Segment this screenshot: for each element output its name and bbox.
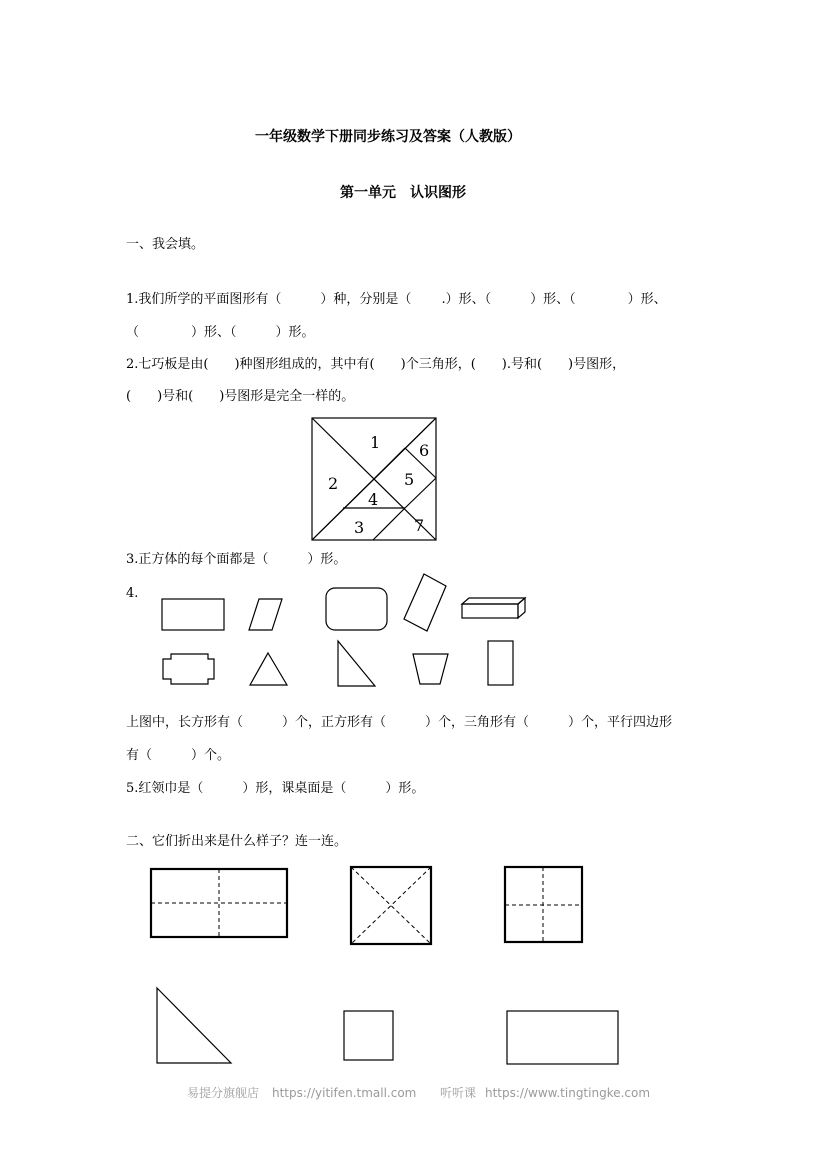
section1-heading: 一、我会填。 xyxy=(126,237,205,252)
footer-shop1: 易提分旗舰店 xyxy=(187,1086,260,1100)
question3: 3.正方体的每个面都是（ ）形。 xyxy=(126,552,347,567)
result-rectangle xyxy=(507,1011,618,1064)
tangram-label-4: 4 xyxy=(368,490,379,509)
result-triangle xyxy=(157,988,231,1063)
tangram-label-1: 1 xyxy=(370,433,381,452)
footer-link2[interactable]: https://www.tingtingke.com xyxy=(485,1086,651,1100)
question4-line1: 上图中，长方形有（ ）个，正方形有（ ）个，三角形有（ ）个，平行四边形 xyxy=(126,715,673,730)
question2-line2: ( )号和( )号图形是完全一样的。 xyxy=(126,389,355,404)
tangram-label-6: 6 xyxy=(419,441,430,460)
unit-title: 第一单元 认识图形 xyxy=(340,185,466,201)
footer-shop2: 听听课 xyxy=(440,1086,477,1100)
result-small-square xyxy=(344,1011,393,1060)
tangram-label-2: 2 xyxy=(328,474,339,493)
question4-line2: 有（ ）个。 xyxy=(126,748,231,763)
tangram-label-7: 7 xyxy=(414,516,425,535)
footer-link1[interactable]: https://yitifen.tmall.com xyxy=(272,1086,417,1100)
question1-line1: 1.我们所学的平面图形有（ ）种，分别是（ .）形、（ ）形、（ ）形、 xyxy=(126,292,667,307)
tangram-label-3: 3 xyxy=(354,518,365,537)
question5: 5.红领巾是（ ）形，课桌面是（ ）形。 xyxy=(126,781,425,796)
tangram-label-5: 5 xyxy=(404,470,415,489)
question2-line1: 2.七巧板是由( )种图形组成的，其中有( )个三角形，( ).号和( )号图形， xyxy=(126,357,626,372)
section2-heading: 二、它们折出来是什么样子？连一连。 xyxy=(126,834,348,849)
document-title: 一年级数学下册同步练习及答案（人教版） xyxy=(255,129,521,145)
question4-label: 4. xyxy=(126,586,139,601)
question1-line2: （ ）形、（ ）形。 xyxy=(126,325,315,340)
